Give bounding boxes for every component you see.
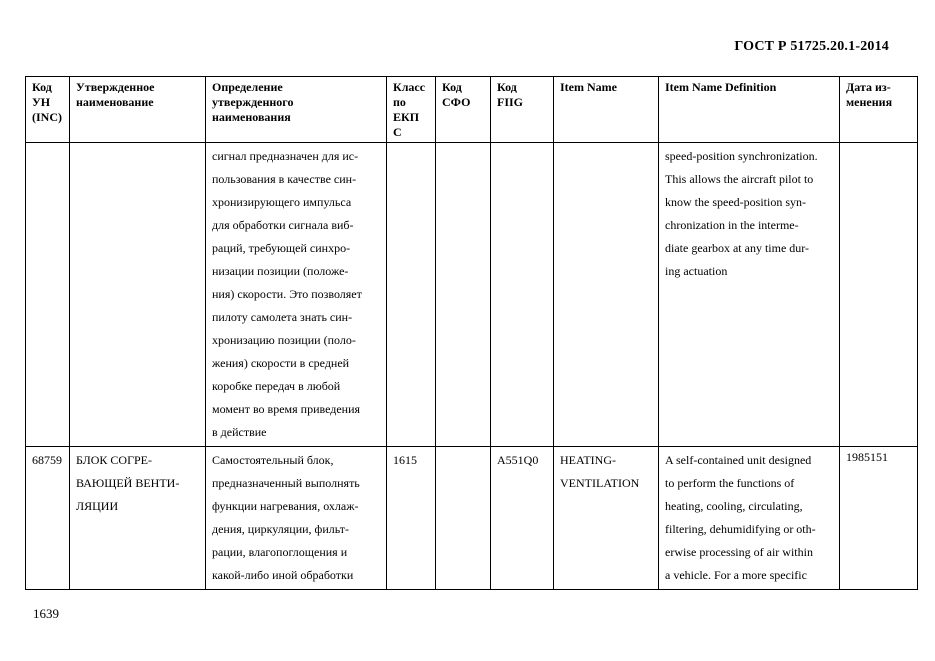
table-row <box>26 143 918 447</box>
cell-approved-name <box>70 143 206 447</box>
header-item-definition: Item Name Definition <box>659 77 840 143</box>
cell-class: 1615 <box>387 447 436 590</box>
cell-sfo <box>436 447 491 590</box>
page-number: 1639 <box>33 606 59 621</box>
codification-table <box>25 76 918 590</box>
cell-sfo <box>436 143 491 447</box>
cell-fiig <box>491 143 554 447</box>
cell-item-name: HEATING- VENTILATION <box>554 447 659 590</box>
cell-definition: сигнал предназначен для ис- пользования в качестве син- хронизирующего импульса для обработки сигнала виб- раций, требующей синхро- низации позиции (положе- ния) скорости. Это позволяет пилоту самолета знать син- хронизацию позиции (поло- жения) скорости в средней коробке передач в любой момент во время приведения в действие <box>206 143 387 447</box>
cell-inc <box>26 143 70 447</box>
cell-item-definition: speed-position synchronization. This allows the aircraft pilot to know the speed-position syn- chronization in the interme- diate gearbox at any time dur- ing actuation <box>659 143 840 447</box>
cell-definition: Самостоятельный блок, предназначенный выполнять функции нагревания, охлаж- дения, циркуляции, фильт- рации, влагопоглощения и какой-либо иной обработки <box>206 447 387 590</box>
cell-item-definition: A self-contained unit designed to perform the functions of heating, cooling, circulating, filtering, dehumidifying or oth- erwise processing of air within a vehicle. For a more specific <box>659 447 840 590</box>
table-row <box>26 447 918 590</box>
header-change-date: Дата из- менения <box>840 77 918 143</box>
cell-item-name <box>554 143 659 447</box>
header-item-name: Item Name <box>554 77 659 143</box>
header-approved-name: Утвержденное наименование <box>70 77 206 143</box>
cell-inc: 68759 <box>26 447 70 590</box>
header-class: Класс по ЕКП С <box>387 77 436 143</box>
header-fiig: Код FIIG <box>491 77 554 143</box>
header-inc: Код УН (INC) <box>26 77 70 143</box>
table-header-row <box>26 77 918 143</box>
document-code: ГОСТ Р 51725.20.1-2014 <box>734 39 889 54</box>
cell-change-date: 1985151 <box>840 447 918 590</box>
header-definition: Определение утвержденного наименования <box>206 77 387 143</box>
cell-fiig: A551Q0 <box>491 447 554 590</box>
cell-class <box>387 143 436 447</box>
cell-change-date <box>840 143 918 447</box>
cell-approved-name: БЛОК СОГРЕ- ВАЮЩЕЙ ВЕНТИ- ЛЯЦИИ <box>70 447 206 590</box>
header-sfo: Код СФО <box>436 77 491 143</box>
